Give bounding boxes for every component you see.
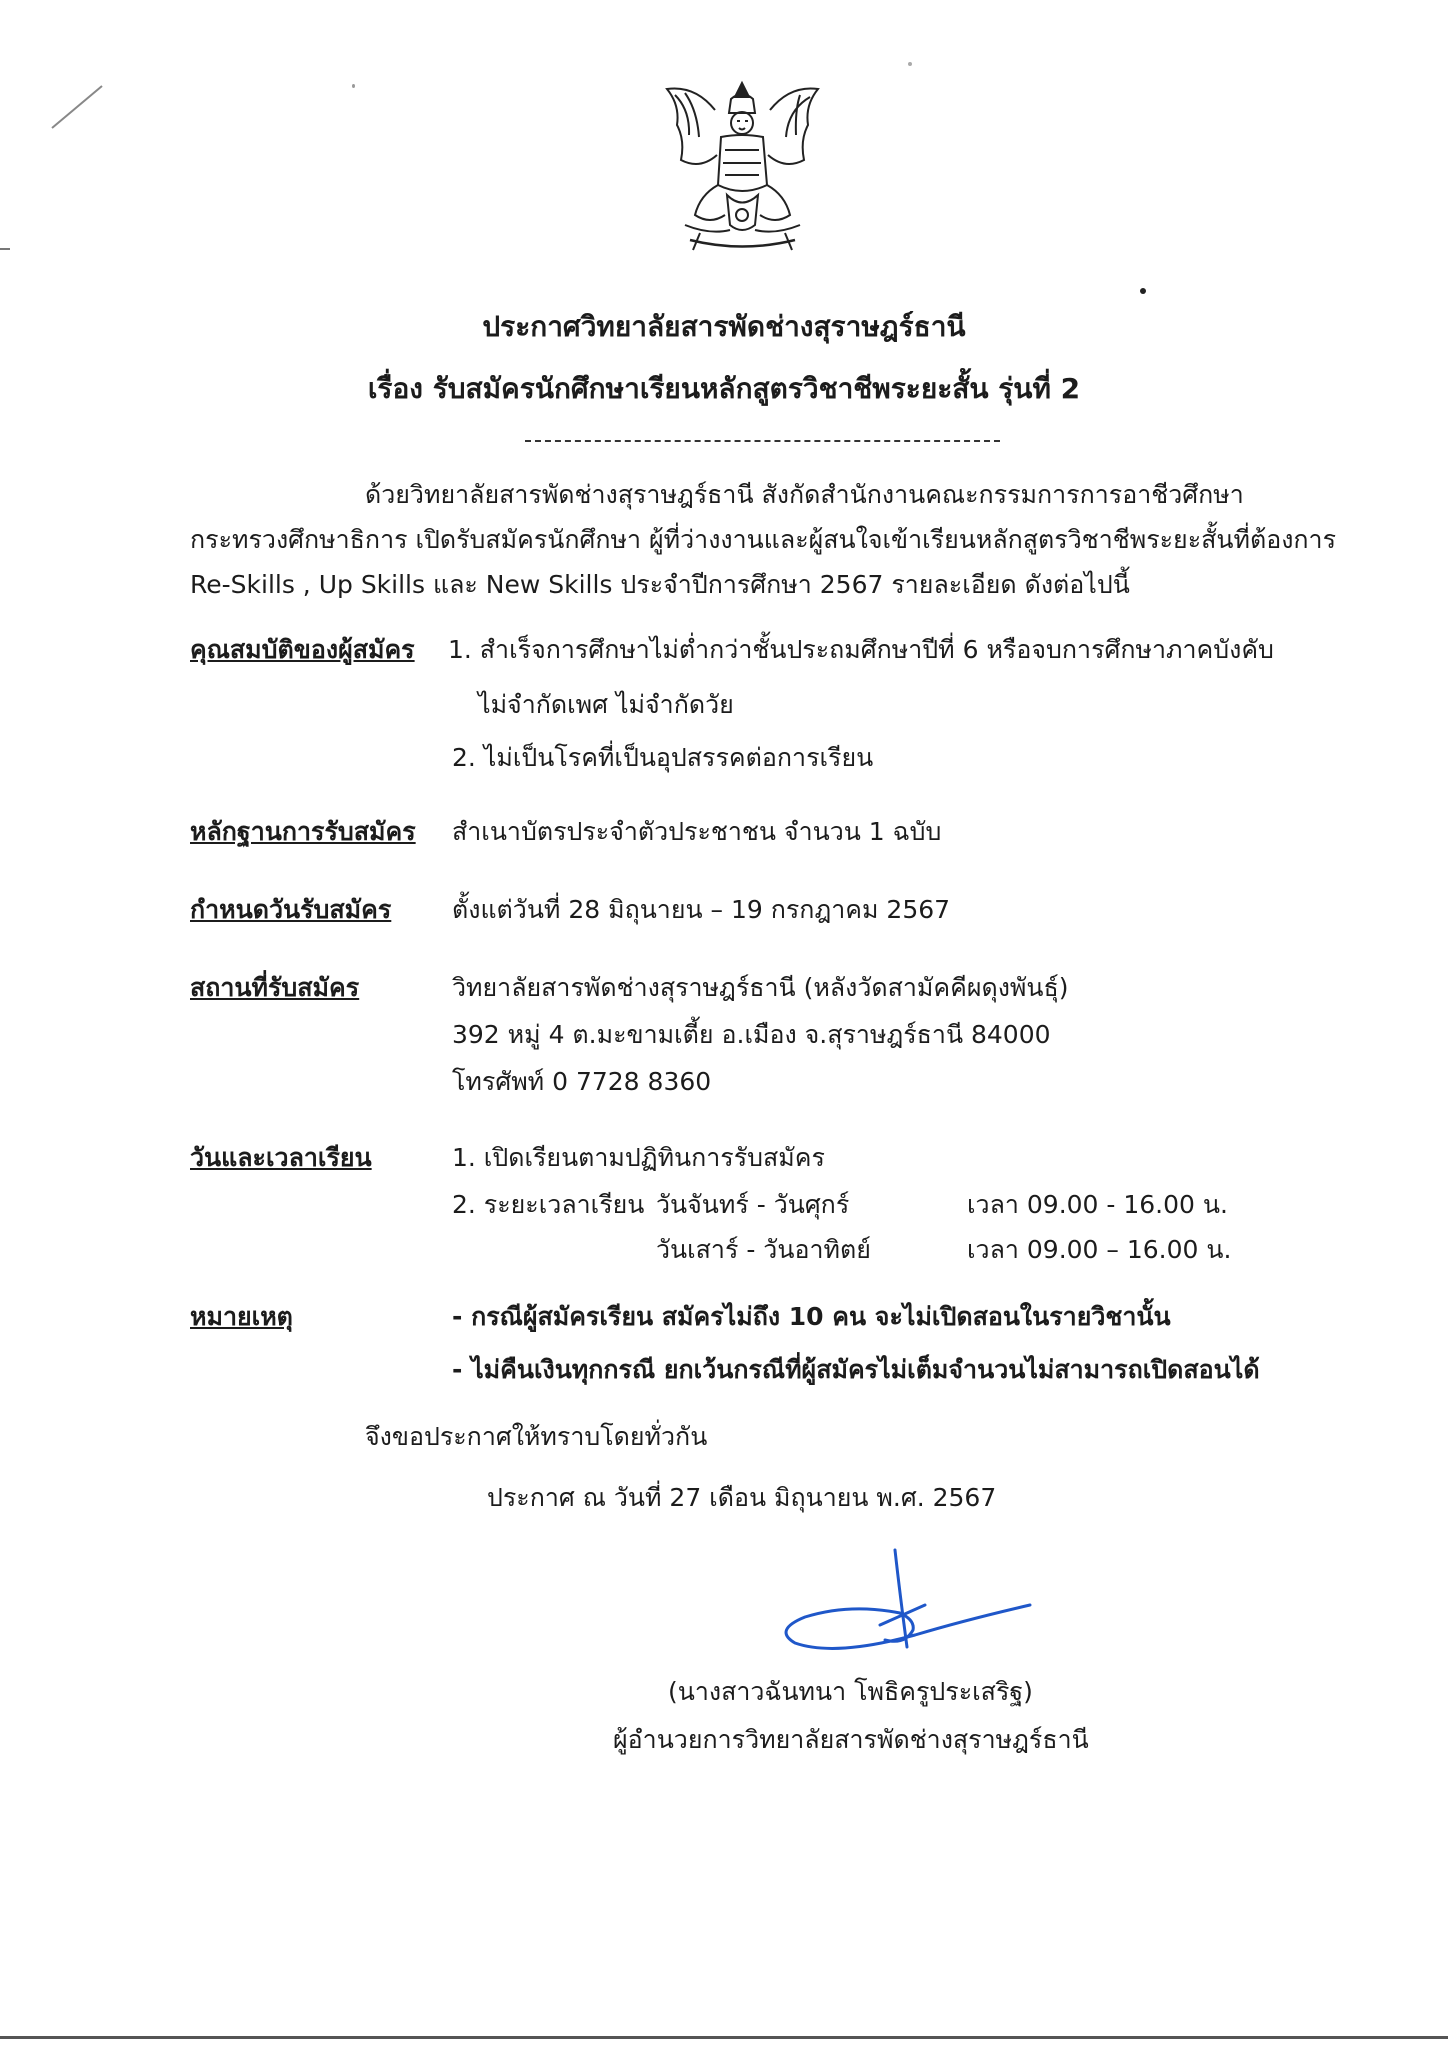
weekday-days: วันจันทร์ - วันศุกร์ <box>656 1190 850 1219</box>
location-line-1: วิทยาลัยสารพัดช่างสุราษฎร์ธานี (หลังวัดสามัคคีผดุงพันธุ์) <box>452 973 1069 1002</box>
intro-line-3: Re-Skills , Up Skills และ New Skills ประจำปีการศึกษา 2567 รายละเอียด ดังต่อไปนี้ <box>190 570 1130 599</box>
scan-speck <box>908 62 912 66</box>
qualification-item-2: 2. ไม่เป็นโรคที่เป็นอุปสรรคต่อการเรียน <box>452 743 874 772</box>
scan-scratch-mark <box>40 80 110 140</box>
weekend-time: เวลา 09.00 – 16.00 น. <box>967 1235 1232 1264</box>
location-line-2: 392 หมู่ 4 ต.มะขามเตี้ย อ.เมือง จ.สุราษฎร์ธานี 84000 <box>452 1020 1051 1049</box>
qualification-item-1-cont: ไม่จำกัดเพศ ไม่จำกัดวัย <box>478 690 734 719</box>
period-label: กำหนดวันรับสมัคร <box>190 895 392 924</box>
note-line-1: - กรณีผู้สมัครเรียน สมัครไม่ถึง 10 คน จะไม่เปิดสอนในรายวิชานั้น <box>452 1302 1171 1331</box>
note-line-2: - ไม่คืนเงินทุกกรณี ยกเว้นกรณีที่ผู้สมัครไม่เต็มจำนวนไม่สามารถเปิดสอนได้ <box>452 1355 1260 1384</box>
notes-label: หมายเหตุ <box>190 1302 293 1331</box>
location-phone: โทรศัพท์ 0 7728 8360 <box>452 1067 712 1096</box>
qualification-item-1: 1. สำเร็จการศึกษาไม่ต่ำกว่าชั้นประถมศึกษาปีที่ 6 หรือจบการศึกษาภาคบังคับ <box>448 635 1274 664</box>
scan-bottom-edge <box>0 2036 1448 2039</box>
qualifications-label: คุณสมบัติของผู้สมัคร <box>190 635 415 664</box>
announcement-subject: เรื่อง รับสมัครนักศึกษาเรียนหลักสูตรวิชาชีพระยะสั้น รุ่นที่ 2 <box>367 372 1081 405</box>
documents-value: สำเนาบัตรประจำตัวประชาชน จำนวน 1 ฉบับ <box>452 817 942 846</box>
closing-line: จึงขอประกาศให้ทราบโดยทั่วกัน <box>365 1422 708 1451</box>
schedule-item-2: 2. ระยะเวลาเรียน <box>452 1190 645 1219</box>
announcement-date: ประกาศ ณ วันที่ 27 เดือน มิถุนายน พ.ศ. 2567 <box>487 1483 997 1512</box>
title-divider <box>525 440 1000 442</box>
scan-speck <box>1140 288 1146 294</box>
documents-label: หลักฐานการรับสมัคร <box>190 817 416 846</box>
scan-speck <box>352 84 355 88</box>
announcement-title: ประกาศวิทยาลัยสารพัดช่างสุราษฎร์ธานี <box>482 310 966 343</box>
signature-icon <box>775 1545 1040 1655</box>
schedule-item-1: 1. เปิดเรียนตามปฏิทินการรับสมัคร <box>452 1143 825 1172</box>
weekend-days: วันเสาร์ - วันอาทิตย์ <box>656 1235 871 1264</box>
signatory-name: (นางสาวฉันทนา โพธิครูประเสริฐ) <box>668 1677 1033 1706</box>
scan-speck <box>0 248 10 250</box>
weekday-time: เวลา 09.00 - 16.00 น. <box>967 1190 1228 1219</box>
location-label: สถานที่รับสมัคร <box>190 973 360 1002</box>
signatory-position: ผู้อำนวยการวิทยาลัยสารพัดช่างสุราษฎร์ธานี <box>613 1725 1089 1754</box>
intro-line-1: ด้วยวิทยาลัยสารพัดช่างสุราษฎร์ธานี สังกัดสำนักงานคณะกรรมการการอาชีวศึกษา <box>365 480 1244 509</box>
schedule-label: วันและเวลาเรียน <box>190 1143 372 1172</box>
period-value: ตั้งแต่วันที่ 28 มิถุนายน – 19 กรกฎาคม 2567 <box>452 895 951 924</box>
intro-line-2: กระทรวงศึกษาธิการ เปิดรับสมัครนักศึกษา ผู้ที่ว่างงานและผู้สนใจเข้าเรียนหลักสูตรวิชาชีพระยะสั้นที่ต้องการ <box>190 525 1337 554</box>
garuda-emblem-icon <box>655 75 830 260</box>
